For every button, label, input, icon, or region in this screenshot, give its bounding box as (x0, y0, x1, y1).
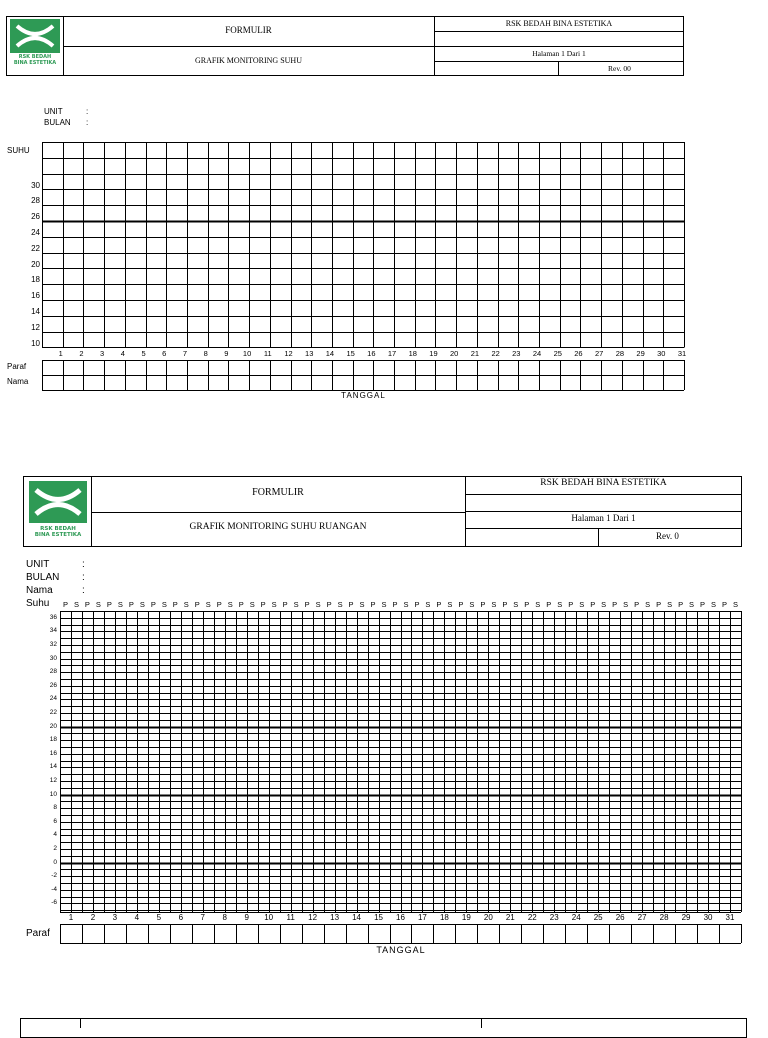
form2-bulan-colon: : (82, 572, 85, 583)
ps-label-s: S (579, 600, 585, 609)
form2-hospital: RSK BEDAH BINA ESTETIKA (540, 478, 667, 488)
ps-label-s: S (535, 600, 541, 609)
y-tick-label: 26 (49, 681, 57, 689)
day-label: 25 (593, 913, 603, 922)
y-tick-label: -2 (51, 872, 57, 880)
y-tick-label: 24 (49, 695, 57, 703)
form3-header-divider (80, 1018, 81, 1028)
day-label: 26 (574, 349, 583, 358)
ps-label-s: S (403, 600, 409, 609)
ps-label-p: P (216, 600, 222, 609)
y-tick-label: 26 (31, 212, 40, 222)
form1-header-divider (63, 46, 434, 47)
day-label: 28 (659, 913, 669, 922)
logo-text: BINA ESTETIKA (34, 532, 82, 539)
y-tick-label: 12 (49, 777, 57, 784)
ps-label-s: S (447, 600, 453, 609)
y-tick-label: 14 (49, 763, 57, 771)
day-label: 24 (571, 913, 581, 922)
day-label: 30 (657, 349, 666, 358)
form1-logo (9, 19, 61, 67)
day-label: 24 (532, 349, 542, 358)
day-label: 7 (182, 349, 188, 358)
ps-label-p: P (546, 600, 552, 609)
ps-label-s: S (117, 600, 123, 609)
y-tick-label: 16 (31, 291, 40, 301)
form1-page: Halaman 1 Dari 1 (532, 49, 586, 58)
day-label: 20 (450, 349, 459, 358)
ps-label-s: S (425, 600, 431, 609)
day-label: 23 (549, 913, 559, 922)
ps-label-p: P (436, 600, 442, 609)
form1-hospital: RSK BEDAH BINA ESTETIKA (505, 19, 613, 28)
ps-label-p: P (128, 600, 134, 609)
ps-label-s: S (183, 600, 189, 609)
form2-nama-label: Nama (26, 585, 53, 596)
form2-logo (28, 481, 88, 539)
day-label: 15 (374, 913, 383, 922)
y-tick-label: -4 (51, 885, 57, 893)
form3-header-divider (481, 1018, 482, 1028)
ps-label-p: P (568, 600, 574, 609)
ps-label-s: S (732, 600, 738, 609)
day-label: 5 (156, 913, 162, 922)
form2-unit-colon: : (82, 559, 85, 570)
ps-label-p: P (282, 600, 288, 609)
ps-label-p: P (524, 600, 530, 609)
day-label: 28 (615, 349, 625, 358)
ps-label-p: P (84, 600, 90, 609)
day-label: 3 (112, 913, 118, 922)
ps-label-s: S (161, 600, 167, 609)
y-tick-label: 10 (31, 338, 40, 348)
day-label: 2 (79, 349, 84, 358)
y-tick-label: 18 (49, 736, 57, 744)
ps-label-s: S (623, 600, 629, 609)
ps-label-s: S (513, 600, 519, 609)
day-label: 21 (505, 913, 515, 922)
y-tick-label: 0 (53, 858, 57, 866)
ps-label-p: P (238, 600, 244, 609)
form1-formulir: FORMULIR (225, 25, 272, 35)
day-label: 29 (636, 349, 645, 358)
day-label: 1 (68, 913, 74, 922)
ps-label-p: P (458, 600, 464, 609)
y-tick-label: 4 (53, 831, 57, 839)
day-label: 30 (703, 913, 713, 922)
ps-label-p: P (590, 600, 596, 609)
ps-label-p: P (678, 600, 684, 609)
y-tick-label: 22 (49, 709, 57, 716)
day-label: 9 (244, 913, 249, 922)
form2-x-label: TANGGAL (376, 945, 426, 955)
form1-suhu-label: SUHU (7, 146, 30, 155)
ps-label-s: S (601, 600, 607, 609)
form1-header-divider (434, 46, 684, 47)
day-label: 4 (134, 913, 140, 922)
ps-label-p: P (414, 600, 420, 609)
ps-label-s: S (469, 600, 475, 609)
ps-label-s: S (337, 600, 343, 609)
form2-header-divider (465, 494, 742, 495)
ps-label-p: P (62, 600, 68, 609)
day-label: 15 (346, 349, 355, 358)
ps-label-p: P (700, 600, 706, 609)
y-tick-label: 30 (49, 654, 57, 662)
day-label: 17 (387, 349, 397, 358)
day-label: 31 (677, 349, 687, 358)
day-label: 8 (222, 913, 227, 922)
day-label: 13 (305, 349, 314, 358)
logo-text: RSK BEDAH (40, 526, 76, 532)
ps-label-p: P (722, 600, 728, 609)
form1-unit-label: UNIT (44, 107, 63, 116)
form2-title: GRAFIK MONITORING SUHU RUANGAN (189, 522, 367, 532)
day-label: 7 (200, 913, 205, 922)
y-tick-label: 12 (31, 322, 40, 332)
ps-label-s: S (205, 600, 211, 609)
ps-label-p: P (194, 600, 200, 609)
ps-label-s: S (667, 600, 673, 609)
day-label: 27 (594, 349, 604, 358)
day-label: 16 (396, 913, 405, 922)
form2-paraf-label: Paraf (26, 928, 50, 939)
form2-header-divider (598, 528, 599, 547)
day-label: 22 (491, 349, 500, 358)
ps-label-s: S (689, 600, 695, 609)
y-tick-label: 28 (31, 196, 40, 206)
ps-label-s: S (227, 600, 233, 609)
day-label: 11 (263, 349, 272, 358)
y-tick-label: 24 (31, 227, 40, 237)
form3-header (20, 1018, 747, 1038)
day-label: 1 (58, 349, 63, 358)
y-tick-label: 10 (49, 790, 57, 798)
ps-label-p: P (260, 600, 266, 609)
form2-header-divider (91, 512, 465, 513)
y-tick-label: 14 (31, 306, 40, 316)
ps-label-p: P (106, 600, 112, 609)
day-label: 12 (308, 913, 318, 922)
y-tick-label: 8 (53, 804, 57, 812)
y-tick-label: 36 (49, 613, 57, 621)
day-label: 2 (90, 913, 96, 922)
ps-label-p: P (150, 600, 156, 609)
y-tick-label: 34 (49, 627, 57, 635)
form1-header-divider (434, 61, 684, 62)
form2-header-divider (465, 511, 742, 512)
form2-grid (60, 611, 742, 913)
ps-label-p: P (502, 600, 508, 609)
form2-formulir: FORMULIR (252, 487, 304, 498)
ps-label-s: S (491, 600, 497, 609)
form1-rev: Rev. 00 (608, 64, 631, 73)
form1-bulan-colon: : (86, 118, 89, 127)
y-tick-label: 30 (31, 180, 40, 190)
y-tick-label: 28 (49, 668, 57, 676)
day-label: 19 (461, 913, 471, 922)
form1-bulan-label: BULAN (44, 118, 71, 127)
ps-label-s: S (139, 600, 145, 609)
day-label: 14 (325, 349, 335, 358)
y-tick-label: 32 (49, 641, 57, 648)
day-label: 6 (178, 913, 184, 922)
day-label: 4 (120, 349, 125, 358)
day-label: 6 (162, 349, 167, 358)
ps-label-s: S (73, 600, 79, 609)
day-label: 13 (330, 913, 340, 922)
ps-label-s: S (315, 600, 321, 609)
form1-nama-label: Nama (7, 377, 29, 386)
ps-label-p: P (392, 600, 398, 609)
ps-label-s: S (711, 600, 717, 609)
day-label: 27 (637, 913, 647, 922)
day-label: 10 (242, 349, 252, 358)
y-tick-label: 20 (31, 259, 40, 269)
day-label: 12 (284, 349, 293, 358)
day-label: 8 (203, 349, 208, 358)
ps-label-s: S (249, 600, 255, 609)
day-label: 5 (141, 349, 146, 358)
ps-label-s: S (271, 600, 277, 609)
day-label: 23 (512, 349, 521, 358)
day-label: 18 (439, 913, 449, 922)
form2-header-divider (465, 528, 742, 529)
form2-bulan-label: BULAN (26, 572, 60, 583)
form2-suhu-label: Suhu (26, 598, 50, 609)
day-label: 10 (264, 913, 274, 922)
logo-mark-icon (10, 19, 60, 53)
day-label: 31 (725, 913, 735, 922)
y-tick-label: 22 (31, 243, 40, 253)
day-label: 21 (470, 349, 480, 358)
y-tick-label: -6 (51, 899, 57, 907)
ps-label-p: P (370, 600, 376, 609)
day-label: 14 (352, 913, 361, 922)
form1-unit-colon: : (86, 107, 89, 116)
form1-title: GRAFIK MONITORING SUHU (195, 56, 302, 65)
day-label: 22 (527, 913, 537, 922)
logo-mark-icon (29, 481, 87, 523)
day-label: 11 (286, 913, 295, 922)
ps-label-s: S (293, 600, 299, 609)
form2-nama-colon: : (82, 585, 85, 596)
ps-label-p: P (326, 600, 332, 609)
y-tick-label: 2 (53, 845, 57, 852)
ps-label-p: P (656, 600, 662, 609)
day-label: 29 (681, 913, 691, 922)
form2-unit-label: UNIT (26, 559, 50, 570)
logo-text: BINA ESTETIKA (13, 59, 57, 66)
y-tick-label: 18 (31, 275, 40, 285)
ps-label-p: P (304, 600, 310, 609)
y-tick-label: 20 (49, 722, 57, 730)
ps-label-s: S (359, 600, 365, 609)
form1-header-divider (434, 31, 684, 32)
form2-page: Halaman 1 Dari 1 (571, 513, 636, 523)
day-label: 18 (408, 349, 417, 358)
day-label: 9 (224, 349, 229, 358)
form2-paraf-row (60, 924, 742, 944)
form1-x-label: TANGGAL (341, 391, 386, 400)
day-label: 19 (429, 349, 438, 358)
form1-header-divider (558, 61, 559, 76)
ps-label-p: P (612, 600, 618, 609)
day-label: 17 (417, 913, 427, 922)
ps-label-p: P (480, 600, 486, 609)
form1-paraf-label: Paraf (7, 362, 27, 371)
day-label: 3 (100, 349, 105, 358)
day-label: 20 (483, 913, 493, 922)
ps-label-s: S (95, 600, 101, 609)
ps-label-s: S (381, 600, 387, 609)
ps-label-s: S (557, 600, 563, 609)
day-label: 26 (615, 913, 625, 922)
ps-label-p: P (172, 600, 178, 609)
ps-label-s: S (645, 600, 651, 609)
ps-label-p: P (348, 600, 354, 609)
logo-text: RSK BEDAH (18, 54, 52, 60)
day-label: 25 (553, 349, 562, 358)
form2-rev: Rev. 0 (656, 531, 679, 541)
ps-label-p: P (634, 600, 640, 609)
day-label: 16 (367, 349, 376, 358)
y-tick-label: 6 (53, 817, 57, 825)
y-tick-label: 16 (49, 749, 57, 757)
